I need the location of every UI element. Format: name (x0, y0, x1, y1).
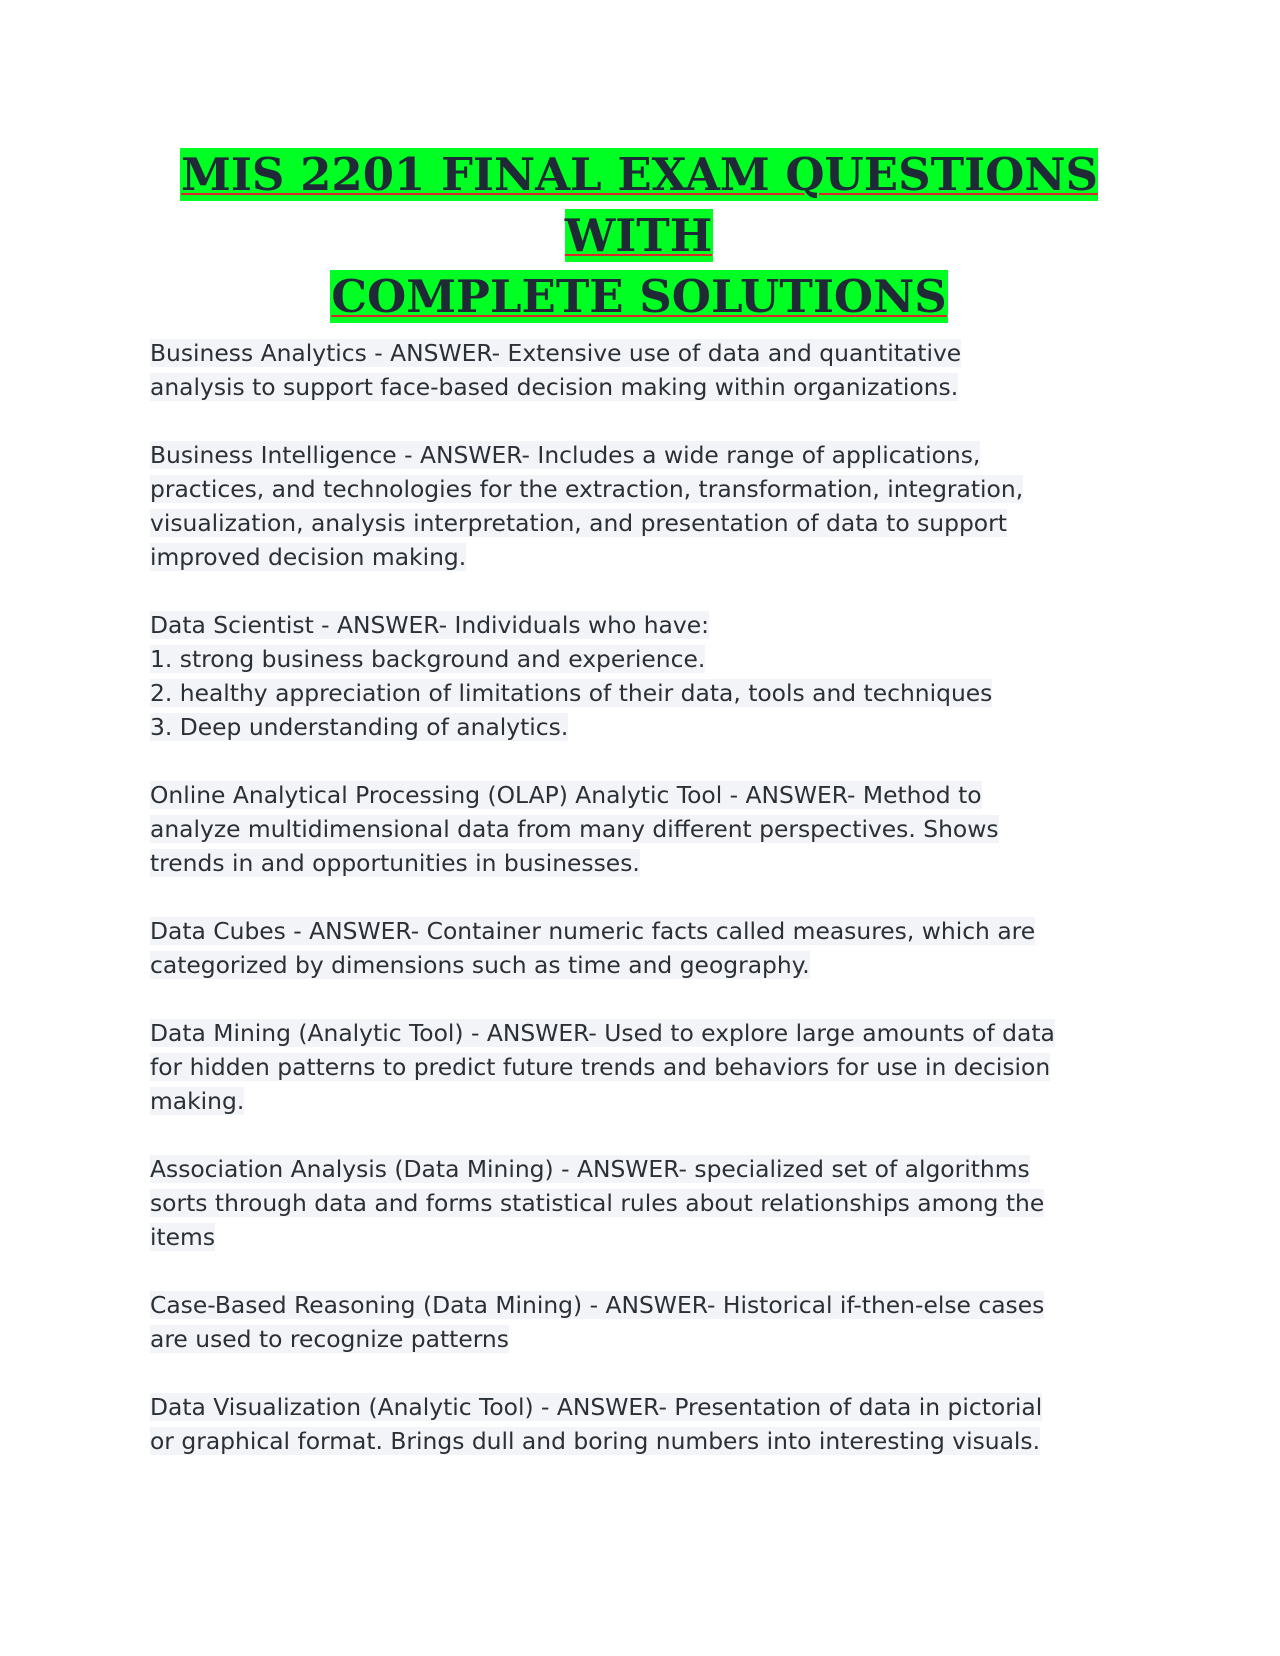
qa-entry-text: Data Mining (Analytic Tool) - ANSWER- Used to explore large amounts of data (150, 1019, 1055, 1047)
qa-entry (150, 1390, 1150, 1458)
qa-entry-line (150, 540, 1150, 574)
qa-entry-line (150, 336, 1150, 370)
qa-entry-line (150, 1288, 1150, 1322)
qa-entry-line (150, 1322, 1150, 1356)
qa-entry-line (150, 914, 1150, 948)
qa-entry-text: Business Analytics - ANSWER- Extensive use of data and quantitative (150, 339, 962, 367)
qa-entry-text: 1. strong business background and experience. (150, 645, 706, 673)
qa-entry-line (150, 642, 1150, 676)
qa-entry-text: or graphical format. Brings dull and boring numbers into interesting visuals. (150, 1427, 1041, 1455)
qa-entry-text: for hidden patterns to predict future trends and behaviors for use in decision (150, 1053, 1051, 1081)
qa-entry-text: practices, and technologies for the extraction, transformation, integration, (150, 475, 1024, 503)
qa-entry-text: improved decision making. (150, 543, 467, 571)
qa-entry-text: are used to recognize patterns (150, 1325, 509, 1353)
qa-entry-text: items (150, 1223, 216, 1251)
qa-entry-line (150, 948, 1150, 982)
qa-entry-text: making. (150, 1087, 245, 1115)
qa-entry-text: analysis to support face-based decision making within organizations. (150, 373, 959, 401)
qa-entry-text: Data Visualization (Analytic Tool) - ANSWER- Presentation of data in pictorial (150, 1393, 1043, 1421)
qa-entry-text: 2. healthy appreciation of limitations of their data, tools and techniques (150, 679, 993, 707)
qa-entry (150, 438, 1150, 574)
qa-entry-text: visualization, analysis interpretation, and presentation of data to support (150, 509, 1007, 537)
qa-entry-text: analyze multidimensional data from many different perspectives. Shows (150, 815, 999, 843)
qa-entry-text: Association Analysis (Data Mining) - ANSWER- specialized set of algorithms (150, 1155, 1030, 1183)
qa-entry (150, 778, 1150, 880)
qa-entry-text: sorts through data and forms statistical rules about relationships among the (150, 1189, 1045, 1217)
qa-entry-text: Data Cubes - ANSWER- Container numeric facts called measures, which are (150, 917, 1036, 945)
qa-entry (150, 336, 1150, 404)
document-title (150, 144, 1128, 327)
qa-entry-line (150, 438, 1150, 472)
qa-entry-text: trends in and opportunities in businesses. (150, 849, 640, 877)
qa-entry-line (150, 1220, 1150, 1254)
qa-entry-line (150, 1424, 1150, 1458)
title-line-2: COMPLETE SOLUTIONS (331, 270, 947, 323)
qa-entry-line (150, 676, 1150, 710)
qa-entry-line (150, 506, 1150, 540)
qa-entry-text: Business Intelligence - ANSWER- Includes a wide range of applications, (150, 441, 981, 469)
qa-entry-line (150, 1050, 1150, 1084)
qa-entry-text: Data Scientist - ANSWER- Individuals who have: (150, 611, 709, 639)
qa-entry-line (150, 1084, 1150, 1118)
qa-entry (150, 1152, 1150, 1254)
qa-entry (150, 1016, 1150, 1118)
qa-entry-line (150, 1390, 1150, 1424)
qa-entry-line (150, 1016, 1150, 1050)
qa-entry-text: categorized by dimensions such as time and geography. (150, 951, 810, 979)
qa-entry-text: Case-Based Reasoning (Data Mining) - ANSWER- Historical if-then-else cases (150, 1291, 1045, 1319)
qa-entry (150, 608, 1150, 744)
qa-entry (150, 914, 1150, 982)
qa-entry-line (150, 710, 1150, 744)
qa-entry-line (150, 472, 1150, 506)
qa-entry-text: Online Analytical Processing (OLAP) Analytic Tool - ANSWER- Method to (150, 781, 982, 809)
qa-entry-line (150, 370, 1150, 404)
qa-entries (150, 336, 1150, 1492)
qa-entry-line (150, 846, 1150, 880)
qa-entry-text: 3. Deep understanding of analytics. (150, 713, 569, 741)
qa-entry-line (150, 1152, 1150, 1186)
qa-entry-line (150, 1186, 1150, 1220)
title-line-1: MIS 2201 FINAL EXAM QUESTIONS WITH (181, 148, 1098, 262)
qa-entry-line (150, 608, 1150, 642)
qa-entry (150, 1288, 1150, 1356)
qa-entry-line (150, 812, 1150, 846)
qa-entry-line (150, 778, 1150, 812)
